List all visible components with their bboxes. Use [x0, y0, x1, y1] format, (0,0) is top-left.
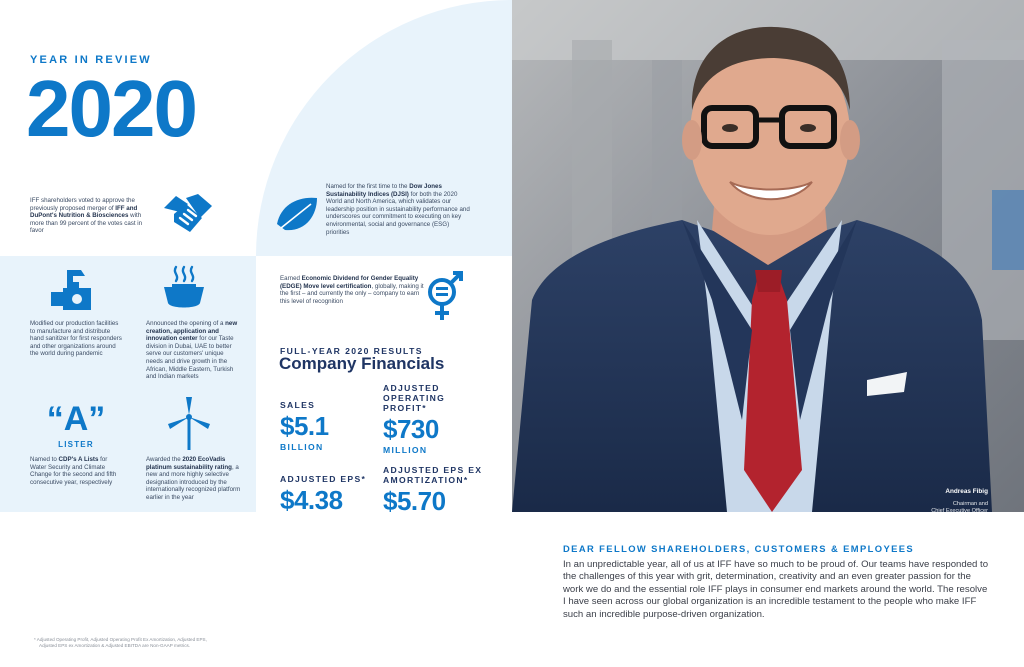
portrait-caption	[900, 488, 988, 514]
handshake-icon	[160, 192, 214, 236]
financials-title: Company Financials	[279, 354, 445, 373]
financial-unit: MILLION	[383, 445, 428, 455]
financial-item-operating-profit	[383, 383, 463, 455]
cdp-highlight-text: Named to CDP's A Lists for Water Security and Climate Change for the second and fifth consecutive year, respectively	[30, 456, 117, 486]
financial-item-adjusted-eps	[280, 474, 380, 516]
financial-value: $5.1	[280, 411, 329, 441]
year-title: 2020	[26, 64, 196, 153]
financial-value: $730	[383, 414, 439, 444]
footnote-line2: Adjusted EPS ex Amortization & Adjusted EBITDA are Non-GAAP metrics.	[39, 643, 191, 648]
cooking-pot-icon	[162, 265, 206, 313]
sanitizer-highlight-text: Modified our production facilities to manufacture and distribute hand sanitizer for first responders and other organizations around the world during pandemic	[30, 320, 122, 358]
financial-unit: BILLION	[280, 442, 324, 452]
financial-label: ADJUSTED EPS EX AMORTIZATION*	[383, 465, 483, 485]
year-in-review-eyebrow: YEAR IN REVIEW	[30, 54, 152, 66]
footnote-line1: * Adjusted Operating Profit, Adjusted Operating Profit Ex Amortization, Adjusted EPS,	[34, 637, 207, 642]
leaf-icon	[275, 194, 319, 234]
financial-item-adjusted-eps-ex-amortization	[383, 465, 493, 517]
hand-sanitizer-icon	[49, 268, 93, 312]
a-lister-letter: “A”	[46, 400, 106, 438]
ecovadis-highlight-text: Awarded the 2020 EcoVadis platinum sustainability rating, a new and more highly selective designation introduced by the internationally recognized platform earlier in the year	[146, 456, 241, 501]
financial-label: ADJUSTED EPS*	[280, 474, 367, 484]
merger-highlight-text: IFF shareholders voted to approve the previously proposed merger of IFF and DuPont's Nutrition & Biosciences with more than 99 percent of the votes cast in favor	[30, 197, 143, 235]
innovation-highlight-text: Announced the opening of a new creation, application and innovation center for our Taste division in Dubai, UAE to better serve our customers' unique needs and drive growth in the African, Middle Eastern, Turkish and Indian markets	[146, 320, 238, 381]
financial-label: ADJUSTED OPERATING PROFIT*	[383, 383, 446, 413]
djsi-highlight-text: Named for the first time to the Dow Jones Sustainability Indices (DJSI) for both the 2020 World and North America, which validates our leadership position in sustainability performance and underscores our commitment to executing on key environmental, social and governance (ESG) priorities	[326, 183, 470, 236]
footnote	[34, 637, 294, 649]
financial-value: $4.38	[280, 485, 343, 515]
letter-body: In an unpredictable year, all of us at IFF have so much to be proud of. Our teams have responded to the challenges of this year with grit, determination, creativity and an even greater passion for the work we do and the essential role IFF plays in consumer end markets around the world. The resolve I have seen across our global organization is an incredible testament to the people who make IFF such an incredible purpose-driven organization.	[563, 559, 989, 620]
financial-item-sales	[280, 400, 380, 452]
a-lister-badge	[44, 400, 108, 449]
letter-heading: DEAR FELLOW SHAREHOLDERS, CUSTOMERS & EMPLOYEES	[563, 543, 915, 554]
wind-turbine-icon	[166, 395, 212, 451]
a-lister-caption: LISTER	[58, 440, 94, 449]
gender-equality-icon	[424, 270, 464, 322]
portrait-title-line2: Chief Executive Officer	[931, 508, 988, 514]
portrait-illustration	[512, 0, 1024, 512]
portrait-title-line1: Chairman and	[952, 501, 988, 507]
portrait-photo	[512, 0, 1024, 512]
edge-highlight-text: Earned Economic Dividend for Gender Equality (EDGE) Move level certification, globally, making it the first – and currently the only – company to earn this level of recognition	[280, 275, 424, 305]
financial-label: SALES	[280, 400, 316, 410]
financials-eyebrow: FULL-YEAR 2020 RESULTS	[280, 346, 423, 356]
financial-value: $5.70	[383, 486, 446, 516]
portrait-name: Andreas Fibig	[945, 488, 988, 495]
